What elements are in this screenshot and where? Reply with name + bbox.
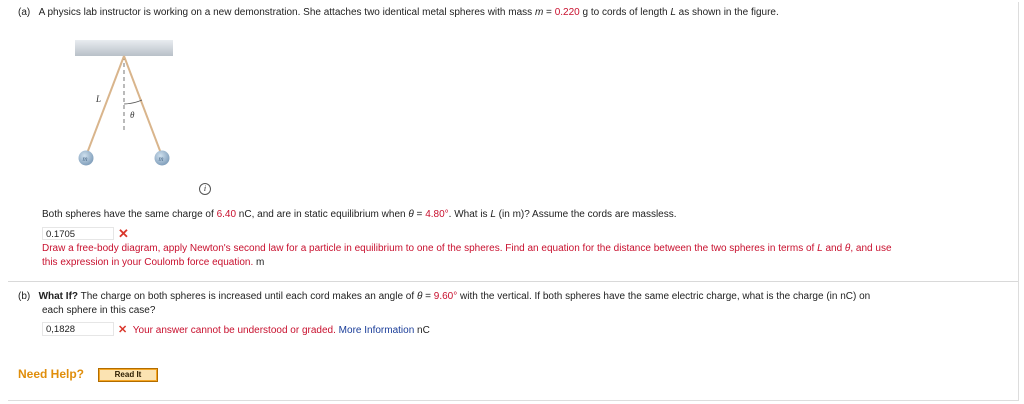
label-m-right: m [158,155,164,163]
part-b-text-3: each sphere in this case? [42,305,156,316]
theta-var-b: θ [416,291,423,302]
length-var: L [670,7,676,18]
question-text-4: (in m)? Assume the cords are massless. [495,209,677,220]
more-information-link[interactable]: More Information [338,325,415,336]
intro-text-2: g to cords of length [579,7,671,18]
angle-arc [124,100,142,104]
read-it-label: Read It [100,370,156,380]
equals-sign: = [413,209,426,220]
question-L: L [490,209,496,220]
mass-value: 0.220 [554,7,580,18]
hint-text-2: , and use [850,243,892,254]
hint-text: Draw a free-body diagram, apply Newton's second law for a particle in equilibrium to one of the spheres. Find an equation for the distance between the two spheres in terms of [42,243,818,254]
theta-var: θ [408,209,414,220]
label-theta: θ [130,110,135,120]
right-cord [124,56,162,156]
part-b-line1 [18,291,870,302]
unit-b: nC [417,325,430,336]
left-cord [86,56,124,156]
charge-value: 6.40 [216,209,237,220]
question-text: Both spheres have the same charge of [42,209,217,220]
label-m-left: m [82,155,88,163]
info-icon-glyph: i [203,184,207,193]
answer-b-value: 0,1828 [46,324,76,335]
feedback-text: Your answer cannot be understood or graded. [132,325,336,336]
pendulum-figure [70,38,180,173]
question-text-3: . What is [448,209,491,220]
section-divider [8,281,1018,282]
read-it-button[interactable] [98,368,158,382]
hint-line-1 [42,243,892,254]
what-if-label: What If? [38,291,79,302]
answer-b-input[interactable] [42,322,114,336]
part-b-line2 [42,305,155,316]
part-a-question [42,209,677,220]
incorrect-icon-b: ✕ [118,324,128,336]
answer-a-value: 0.1705 [46,229,76,240]
equals-sign-b: = [422,291,434,302]
answer-a-input[interactable] [42,227,114,240]
mass-var: m [534,7,544,18]
intro-text: A physics lab instructor is working on a new demonstration. She attaches two identical metal spheres with mass [38,7,535,18]
unit-a: m [256,257,265,268]
part-b-text-2: with the vertical. If both spheres have the same electric charge, what is the charge (in nC) on [457,291,871,302]
hint-L: L [817,243,823,254]
hint-line-2 [42,257,264,268]
question-text-2: nC, and are in static equilibrium when [236,209,409,220]
equals-sign: = [543,7,555,18]
incorrect-icon: ✕ [118,226,129,241]
label-L: L [96,94,102,104]
intro-text-3: as shown in the figure. [675,7,779,18]
info-icon[interactable] [199,183,211,195]
hint-text-3: this expression in your Coulomb force equation. [42,257,254,268]
hint-theta: θ [844,243,851,254]
part-a-label: (a) [18,7,31,18]
angle-value: 4.80° [425,209,449,220]
part-b-text: The charge on both spheres is increased until each cord makes an angle of [78,291,417,302]
ceiling [75,40,173,56]
part-b-label: (b) [18,291,31,302]
part-a-intro [18,7,779,18]
part-b-feedback [118,323,430,336]
need-help-label: Need Help? [18,367,85,381]
angle-value-b: 9.60° [433,291,458,302]
hint-and: and [822,243,845,254]
